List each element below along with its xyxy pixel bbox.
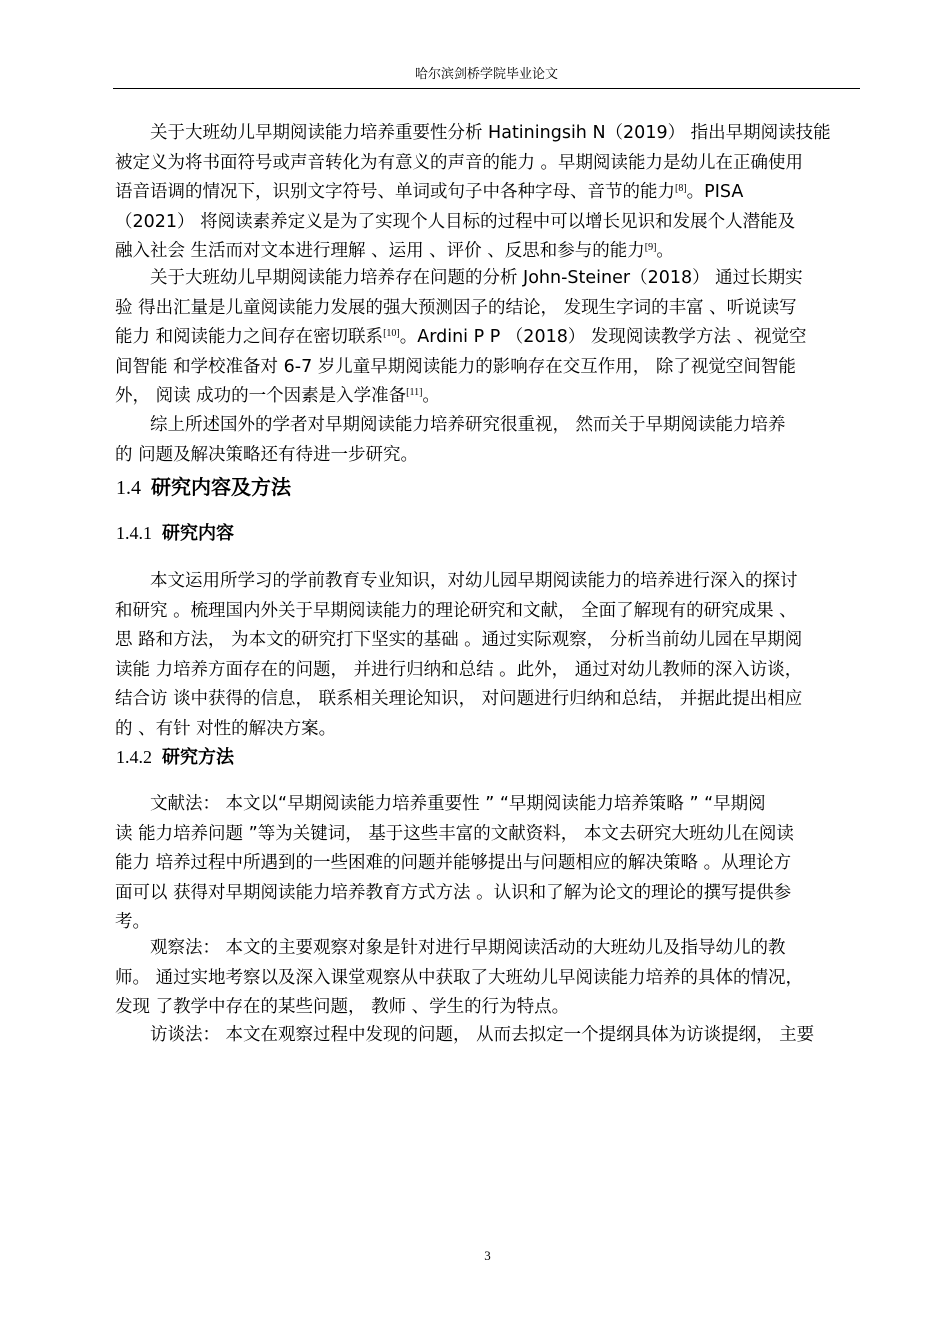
running-header: 哈尔滨剑桥学院毕业论文 — [414, 67, 558, 82]
text-line: 师。 通过实地考察以及深入课堂观察从中获取了大班幼儿早阅读能力培养的具体的情况， — [115, 967, 804, 988]
text-line — [115, 237, 870, 267]
paragraph-observation-method — [115, 934, 870, 1023]
paragraph-foreign-problems — [115, 264, 870, 412]
section-heading-1-4-1 — [116, 521, 234, 546]
text-line: （2021） 将阅读素养定义是为了实现个人目标的过程中可以增长见识和发展个人潜能及 — [115, 211, 796, 232]
text-line: 本文运用所学习的学前教育专业知识，对幼儿园早期阅读能力的培养进行深入的探讨 — [150, 571, 798, 591]
text-line: 读能 力培养方面存在的问题， 并进行归纳和总结 。此外， 通过对幼儿教师的深入访谈， — [115, 659, 803, 680]
paragraph-research-content — [115, 567, 870, 744]
page-number: 3 — [484, 1248, 491, 1263]
text-line: 的 问题及解决策略还有待进一步研究。 — [115, 444, 419, 465]
text-segment: 。Ardini P P （2018） 发现阅读教学方法 、视觉空 — [399, 327, 807, 347]
text-line: 访谈法： 本文在观察过程中发现的问题， 从而去拟定一个提纲具体为访谈提纲， 主要 — [150, 1025, 815, 1045]
citation-8: [8] — [675, 183, 687, 194]
text-line: 间智能 和学校准备对 6-7 岁儿童早期阅读能力的影响存在交互作用， 除了视觉空间智能 — [115, 356, 796, 377]
section-title: 研究方法 — [162, 747, 234, 768]
text-line: 被定义为将书面符号或声音转化为有意义的声音的能力 。早期阅读能力是幼儿在正确使用 — [115, 152, 804, 173]
text-segment: 。 — [422, 386, 440, 406]
text-line: 结合访 谈中获得的信息， 联系相关理论知识， 对问题进行归纳和总结， 并据此提出相应 — [115, 689, 803, 709]
text-line: 思 路和方法， 为本文的研究打下坚实的基础 。通过实际观察， 分析当前幼儿园在早期阅 — [115, 630, 803, 650]
text-line: 的 、有针 对性的解决方案。 — [115, 718, 337, 739]
text-segment: 融入社会 生活而对文本进行理解 、运用 、评价 、反思和参与的能力 — [115, 241, 645, 261]
text-segment: 。 — [656, 241, 674, 261]
text-line: 文献法： 本文以“早期阅读能力培养重要性 ” “早期阅读能力培养策略 ” “早期阅 — [150, 794, 766, 814]
text-line: 考。 — [115, 912, 150, 932]
text-line: 能力 培养过程中所遇到的一些困难的问题并能够提出与问题相应的解决策略 。从理论方 — [115, 853, 792, 873]
section-title: 研究内容及方法 — [151, 475, 291, 499]
paragraph-interview-method — [115, 1021, 870, 1051]
citation-9: [9] — [644, 242, 657, 253]
text-line: 观察法： 本文的主要观察对象是针对进行早期阅读活动的大班幼儿及指导幼儿的教 — [150, 938, 786, 958]
text-line: 读 能力培养问题 ”等为关键词， 基于这些丰富的文献资料， 本文去研究大班幼儿在阅读 — [115, 823, 794, 844]
text-segment: 语音语调的情况下，识别文字符号、单词或句子中各种字母、音节的能力 — [115, 182, 675, 202]
section-number: 1.4.1 — [116, 523, 152, 543]
section-title: 研究内容 — [162, 523, 234, 544]
citation-11: [11] — [406, 387, 423, 398]
text-segment: 外， 阅读 成功的一个因素是入学准备 — [115, 386, 407, 406]
paragraph-foreign-importance — [115, 119, 870, 267]
header-rule — [113, 88, 860, 89]
section-heading-1-4-2 — [116, 745, 234, 770]
section-number: 1.4 — [116, 477, 141, 499]
text-segment: 能力 和阅读能力之间存在密切联系 — [115, 327, 384, 347]
text-line: 面可以 获得对早期阅读能力培养教育方式方法 。认识和了解为论文的理论的撰写提供参 — [115, 882, 792, 903]
section-number: 1.4.2 — [116, 747, 152, 767]
text-segment: 。PISA — [686, 182, 744, 202]
section-heading-1-4 — [116, 474, 291, 501]
paragraph-literature-method — [115, 790, 870, 938]
text-line — [115, 323, 870, 353]
text-line: 发现 了教学中存在的某些问题， 教师 、学生的行为特点。 — [115, 997, 570, 1017]
text-line: 关于大班幼儿早期阅读能力培养重要性分析 Hatiningsih N（2019） 指出早期阅读技能 — [150, 123, 831, 143]
text-line: 和研究 。梳理国内外关于早期阅读能力的理论研究和文献， 全面了解现有的研究成果 、 — [115, 600, 797, 621]
text-line: 关于大班幼儿早期阅读能力培养存在问题的分析 John-Steiner（2018） 通过长期实 — [150, 268, 803, 288]
text-line: 综上所述国外的学者对早期阅读能力培养研究很重视， 然而关于早期阅读能力培养 — [150, 415, 786, 435]
citation-10: [10] — [383, 328, 400, 339]
text-line — [115, 382, 870, 412]
text-line — [115, 178, 870, 208]
paragraph-summary — [115, 411, 870, 470]
text-line: 验 得出汇量是儿童阅读能力发展的强大预测因子的结论， 发现生字词的丰富 、听说读写 — [115, 297, 797, 318]
